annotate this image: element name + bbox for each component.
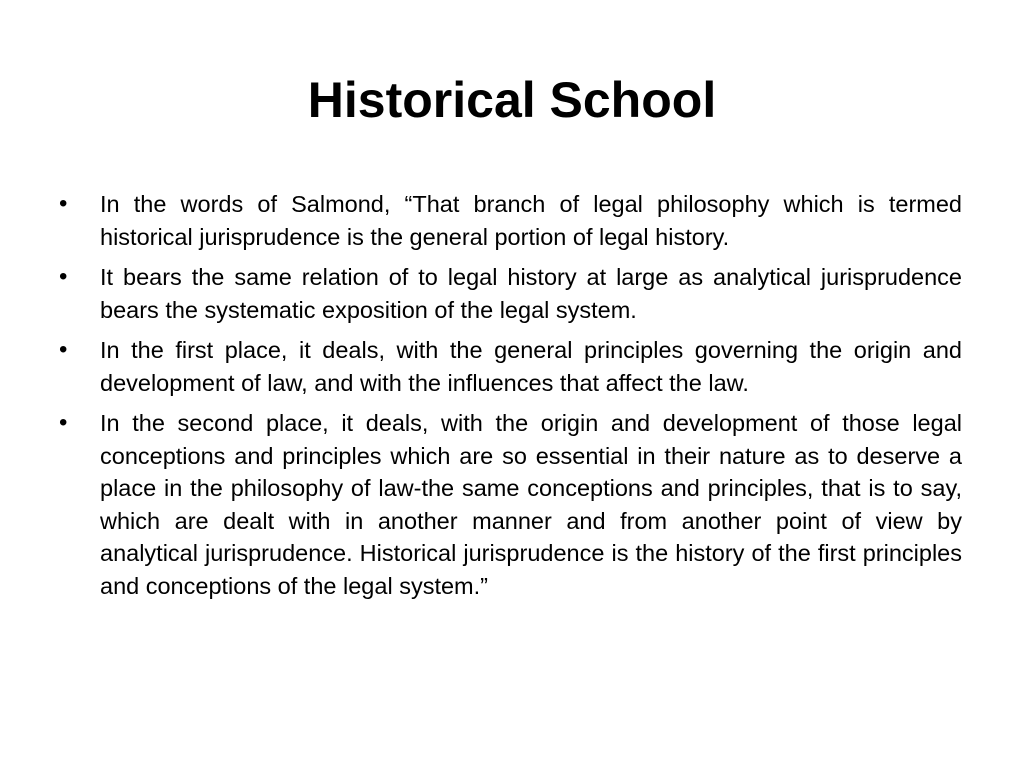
bullet-dot-icon: • [59,263,68,290]
bullet-dot-icon: • [59,190,68,217]
bullet-text: It bears the same relation of to legal history at large as analytical jurisprudence bears the systematic exposition of the legal system. [100,264,962,323]
bullet-text: In the second place, it deals, with the origin and development of those legal conceptions and principles which are so essential in their nature as to deserve a place in the philosophy of law-the same conceptions and principles, that is to say, which are dealt with in another manner and from another point of view by analytical jurisprudence. Historical jurisprudence is the history of the first principles and conceptions of the legal system.” [100,410,962,599]
slide-title: Historical School [307,72,717,128]
bullet-dot-icon: • [59,409,68,436]
bullet-item [59,407,962,602]
bullet-text: In the words of Salmond, “That branch of legal philosophy which is termed historical jurisprudence is the general portion of legal history. [100,191,962,250]
bullet-item [59,334,962,399]
bullet-text: In the first place, it deals, with the general principles governing the origin and development of law, and with the influences that affect the law. [100,337,962,396]
bullet-dot-icon: • [59,336,68,363]
bullet-list [59,188,962,610]
bullet-item [59,188,962,253]
bullet-item [59,261,962,326]
